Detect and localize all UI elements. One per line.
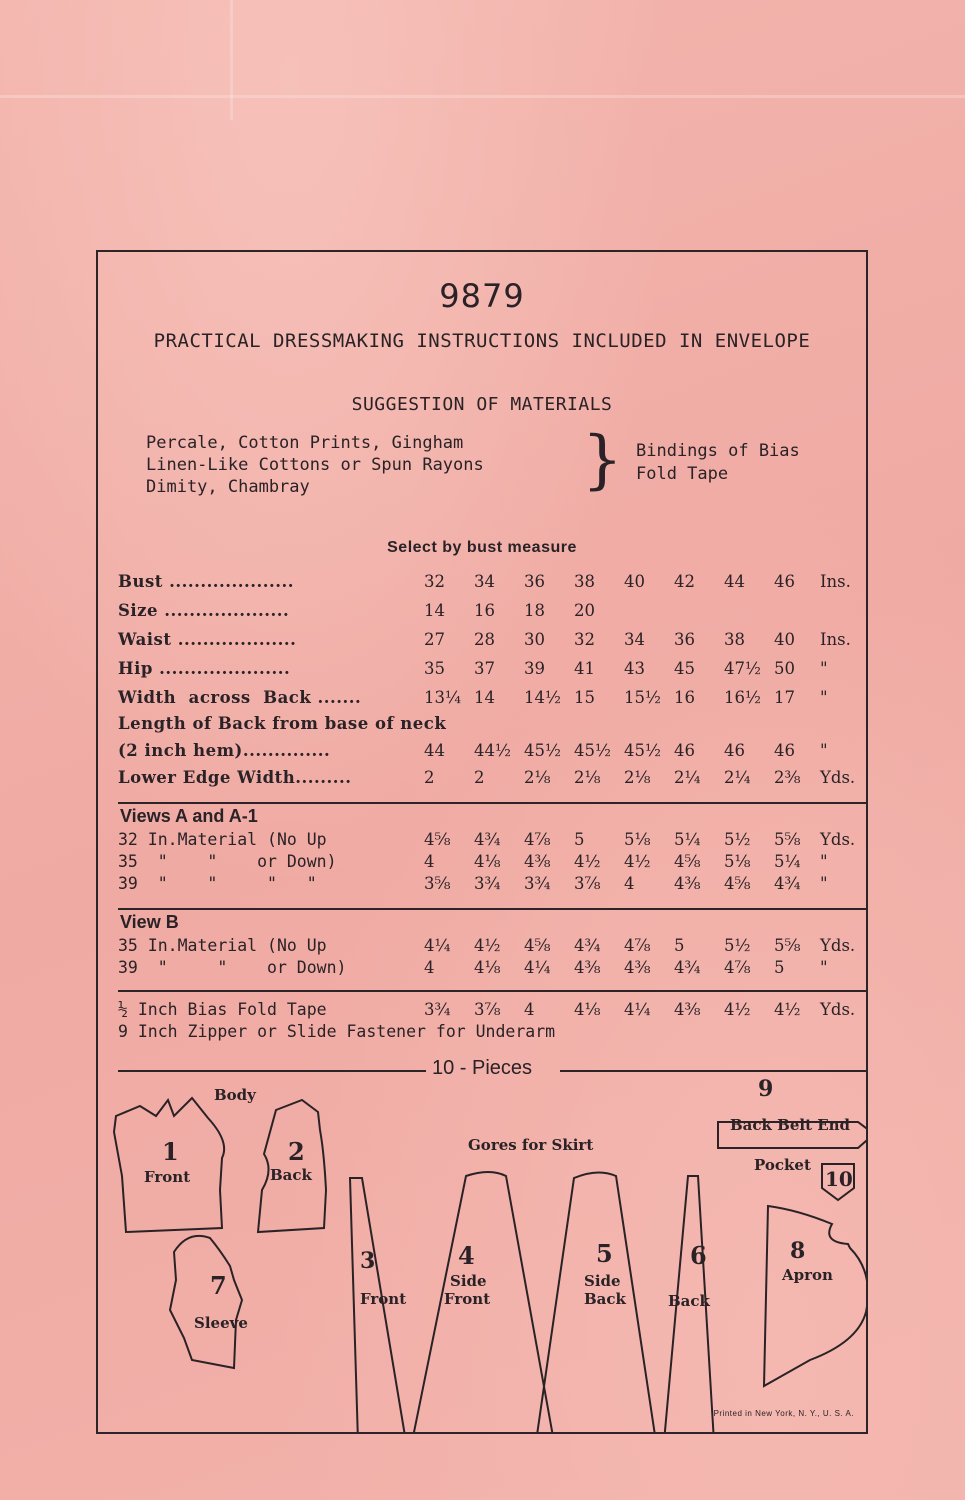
row-value: 3⅞ — [474, 1000, 501, 1019]
row-value: 37 — [474, 659, 495, 678]
row-value: 4⅝ — [724, 874, 751, 893]
measure-table-title: Select by bust measure — [387, 539, 577, 556]
suggestion-title: SUGGESTION OF MATERIALS — [351, 394, 613, 415]
row-value: 34 — [624, 630, 645, 649]
row-value: 40 — [624, 572, 645, 591]
row-value: 45½ — [524, 741, 561, 760]
row-value: 4⅜ — [674, 874, 701, 893]
row-value: 41 — [574, 659, 595, 678]
paper-crease — [230, 0, 233, 120]
piece-1-number: 1 — [162, 1137, 179, 1166]
row-value: 39 — [524, 659, 545, 678]
row-label: 35 " " or Down) — [118, 852, 337, 871]
measure-row — [118, 768, 858, 794]
piece-4-name-line1: Side — [450, 1272, 487, 1290]
row-value: 16 — [674, 688, 695, 707]
row-value: 44 — [424, 741, 445, 760]
row-unit: Ins. — [820, 630, 851, 649]
row-value: 2¼ — [724, 768, 751, 787]
view-a-title: Views A and A-1 — [120, 806, 258, 826]
measure-row — [118, 572, 858, 598]
row-value: 4 — [424, 852, 435, 871]
printed-note: Printed in New York, N. Y., U. S. A. — [713, 1409, 854, 1418]
row-value: 5⅛ — [724, 852, 751, 871]
material-line: Percale, Cotton Prints, Gingham — [146, 433, 464, 453]
row-label: Waist ................... — [118, 630, 297, 649]
row-value: 4½ — [774, 1000, 801, 1019]
row-value: 3¾ — [524, 874, 551, 893]
piece-6-name: Back — [668, 1292, 710, 1310]
row-value: 13¼ — [424, 688, 461, 707]
row-value: 44 — [724, 572, 745, 591]
materials-list — [146, 432, 484, 498]
row-value: 32 — [574, 630, 595, 649]
piece-7-name: Sleeve — [194, 1314, 248, 1332]
piece-8-number: 8 — [790, 1238, 806, 1264]
row-unit: " — [820, 688, 828, 707]
piece-5-name-line1: Side — [584, 1272, 621, 1290]
row-value: 4⅜ — [674, 1000, 701, 1019]
row-value: 3¾ — [474, 874, 501, 893]
bindings-line: Bindings of Bias — [636, 441, 800, 461]
pattern-number: 9879 — [439, 277, 525, 315]
row-value: 3⅞ — [574, 874, 601, 893]
yardage-row — [118, 936, 858, 958]
row-value: 32 — [424, 572, 445, 591]
row-value: 36 — [674, 630, 695, 649]
row-value: 2⅛ — [524, 768, 551, 787]
row-value: 4⅞ — [624, 936, 651, 955]
pieces-title: 10 - Pieces — [431, 1057, 533, 1079]
row-value: 50 — [774, 659, 795, 678]
piece-9-name: Back Belt End — [730, 1116, 851, 1134]
row-value: 28 — [474, 630, 495, 649]
row-unit: Ins. — [820, 572, 851, 591]
row-unit: Yds. — [820, 768, 856, 787]
row-value: 4⅛ — [474, 852, 501, 871]
row-label: Hip ..................... — [118, 659, 291, 678]
piece-5-number: 5 — [596, 1239, 613, 1268]
row-value: 45½ — [624, 741, 661, 760]
row-value: 30 — [524, 630, 545, 649]
measure-row — [118, 714, 858, 740]
piece-6-number: 6 — [690, 1241, 707, 1270]
row-value: 4⅝ — [524, 936, 551, 955]
row-value: 34 — [474, 572, 495, 591]
yardage-row — [118, 958, 858, 980]
row-value: 18 — [524, 601, 545, 620]
row-unit: " — [820, 852, 828, 871]
material-line: Linen-Like Cottons or Spun Rayons — [146, 455, 484, 475]
measure-row — [118, 630, 858, 656]
piece-7-sleeve-shape — [170, 1236, 242, 1368]
row-value: 14 — [424, 601, 445, 620]
piece-5-name-line2: Back — [584, 1290, 626, 1308]
row-value: 15 — [574, 688, 595, 707]
view-b-title: View B — [120, 912, 179, 932]
row-value: 3⅝ — [424, 874, 451, 893]
yardage-row — [118, 852, 858, 874]
measure-row — [118, 659, 858, 685]
row-value: 5¼ — [674, 830, 701, 849]
measure-row — [118, 601, 858, 627]
row-value: 16½ — [724, 688, 761, 707]
piece-3-number: 3 — [360, 1248, 376, 1274]
row-value: 4 — [424, 958, 435, 977]
row-label: Size .................... — [118, 601, 290, 620]
row-value: 4 — [524, 1000, 535, 1019]
bindings-note — [636, 440, 800, 486]
row-value: 44½ — [474, 741, 511, 760]
row-value: 2¼ — [674, 768, 701, 787]
row-value: 4½ — [574, 852, 601, 871]
row-value: 4⅛ — [474, 958, 501, 977]
row-unit: Yds. — [820, 830, 856, 849]
row-value: 38 — [574, 572, 595, 591]
row-value: 4¼ — [524, 958, 551, 977]
piece-8-apron-shape — [764, 1206, 866, 1386]
paper-crease — [0, 95, 965, 98]
row-value: 2 — [474, 768, 485, 787]
piece-2-name: Back — [270, 1166, 312, 1184]
row-label: Width across Back ....... — [118, 688, 362, 707]
divider — [118, 908, 868, 910]
piece-1-name: Front — [144, 1168, 191, 1186]
row-unit: " — [820, 659, 828, 678]
row-value: 16 — [474, 601, 495, 620]
material-line: Dimity, Chambray — [146, 477, 310, 497]
row-unit: " — [820, 958, 828, 977]
pattern-pieces-diagram — [98, 1072, 866, 1432]
row-value: 4⅛ — [574, 1000, 601, 1019]
row-value: 4¾ — [674, 958, 701, 977]
row-value: 46 — [674, 741, 695, 760]
row-value: 4½ — [474, 936, 501, 955]
row-value: 46 — [774, 741, 795, 760]
row-value: 4⅞ — [524, 830, 551, 849]
measure-row — [118, 688, 858, 714]
row-label: 39 " " " " — [118, 874, 317, 893]
row-value: 4⅜ — [624, 958, 651, 977]
piece-8-name: Apron — [782, 1266, 833, 1284]
row-label: 35 In.Material (No Up — [118, 936, 327, 955]
row-value: 5½ — [724, 830, 751, 849]
row-value: 36 — [524, 572, 545, 591]
piece-2-number: 2 — [288, 1137, 305, 1166]
row-value: 20 — [574, 601, 595, 620]
row-label: 39 " " or Down) — [118, 958, 347, 977]
row-value: 2 — [424, 768, 435, 787]
row-value: 4¼ — [624, 1000, 651, 1019]
row-value: 46 — [724, 741, 745, 760]
row-value: 4½ — [624, 852, 651, 871]
row-value: 4¾ — [574, 936, 601, 955]
row-value: 17 — [774, 688, 795, 707]
row-value: 5⅝ — [774, 936, 801, 955]
body-label: Body — [214, 1086, 256, 1104]
piece-3-name: Front — [360, 1290, 407, 1308]
row-value: 14½ — [524, 688, 561, 707]
yardage-row — [118, 830, 858, 852]
piece-4-name-line2: Front — [444, 1290, 491, 1308]
row-value: 42 — [674, 572, 695, 591]
gores-label: Gores for Skirt — [468, 1136, 594, 1154]
instructions-note: PRACTICAL DRESSMAKING INSTRUCTIONS INCLUDED IN ENVELOPE — [153, 330, 811, 352]
yardage-row — [118, 874, 858, 896]
piece-9-number: 9 — [758, 1076, 774, 1102]
row-value: 15½ — [624, 688, 661, 707]
row-value: 45 — [674, 659, 695, 678]
row-value: 4¼ — [424, 936, 451, 955]
row-label: Bust .................... — [118, 572, 294, 591]
row-label: Length of Back from base of neck — [118, 714, 447, 733]
row-value: 3¾ — [424, 1000, 451, 1019]
row-label: 32 In.Material (No Up — [118, 830, 327, 849]
piece-10-name: Pocket — [754, 1156, 811, 1174]
row-value: 27 — [424, 630, 445, 649]
instruction-panel — [96, 250, 868, 1434]
row-label: 9 Inch Zipper or Slide Fastener for Underarm — [118, 1022, 556, 1041]
yardage-row — [118, 1022, 858, 1044]
row-value: 43 — [624, 659, 645, 678]
row-unit: " — [820, 741, 828, 760]
row-value: 2⅛ — [624, 768, 651, 787]
row-value: 4⅞ — [724, 958, 751, 977]
row-value: 2⅛ — [574, 768, 601, 787]
row-value: 4 — [624, 874, 635, 893]
row-unit: Yds. — [820, 1000, 856, 1019]
bindings-line: Fold Tape — [636, 464, 729, 484]
piece-4-number: 4 — [458, 1241, 475, 1270]
row-value: 46 — [774, 572, 795, 591]
row-value: 38 — [724, 630, 745, 649]
row-value: 4⅜ — [524, 852, 551, 871]
row-value: 4½ — [724, 1000, 751, 1019]
divider — [118, 990, 868, 992]
row-value: 4⅝ — [674, 852, 701, 871]
row-value: 4⅝ — [424, 830, 451, 849]
row-value: 4¾ — [774, 874, 801, 893]
piece-10-number: 10 — [825, 1167, 853, 1191]
row-value: 47½ — [724, 659, 761, 678]
row-value: 4¾ — [474, 830, 501, 849]
row-value: 5 — [674, 936, 685, 955]
row-value: 40 — [774, 630, 795, 649]
row-label: Lower Edge Width......... — [118, 768, 352, 787]
divider — [118, 802, 868, 804]
yardage-row — [118, 1000, 858, 1022]
piece-7-number: 7 — [210, 1271, 227, 1300]
row-value: 2⅜ — [774, 768, 801, 787]
row-value: 5¼ — [774, 852, 801, 871]
row-value: 5⅛ — [624, 830, 651, 849]
row-value: 5 — [574, 830, 585, 849]
row-value: 14 — [474, 688, 495, 707]
row-unit: Yds. — [820, 936, 856, 955]
row-value: 5 — [774, 958, 785, 977]
row-value: 5½ — [724, 936, 751, 955]
row-value: 35 — [424, 659, 445, 678]
row-value: 45½ — [574, 741, 611, 760]
brace-glyph: } — [582, 423, 623, 497]
row-label: ½ Inch Bias Fold Tape — [118, 1000, 327, 1019]
row-label: (2 inch hem).............. — [118, 741, 331, 760]
row-unit: " — [820, 874, 828, 893]
measure-row — [118, 741, 858, 767]
row-value: 4⅜ — [574, 958, 601, 977]
row-value: 5⅝ — [774, 830, 801, 849]
